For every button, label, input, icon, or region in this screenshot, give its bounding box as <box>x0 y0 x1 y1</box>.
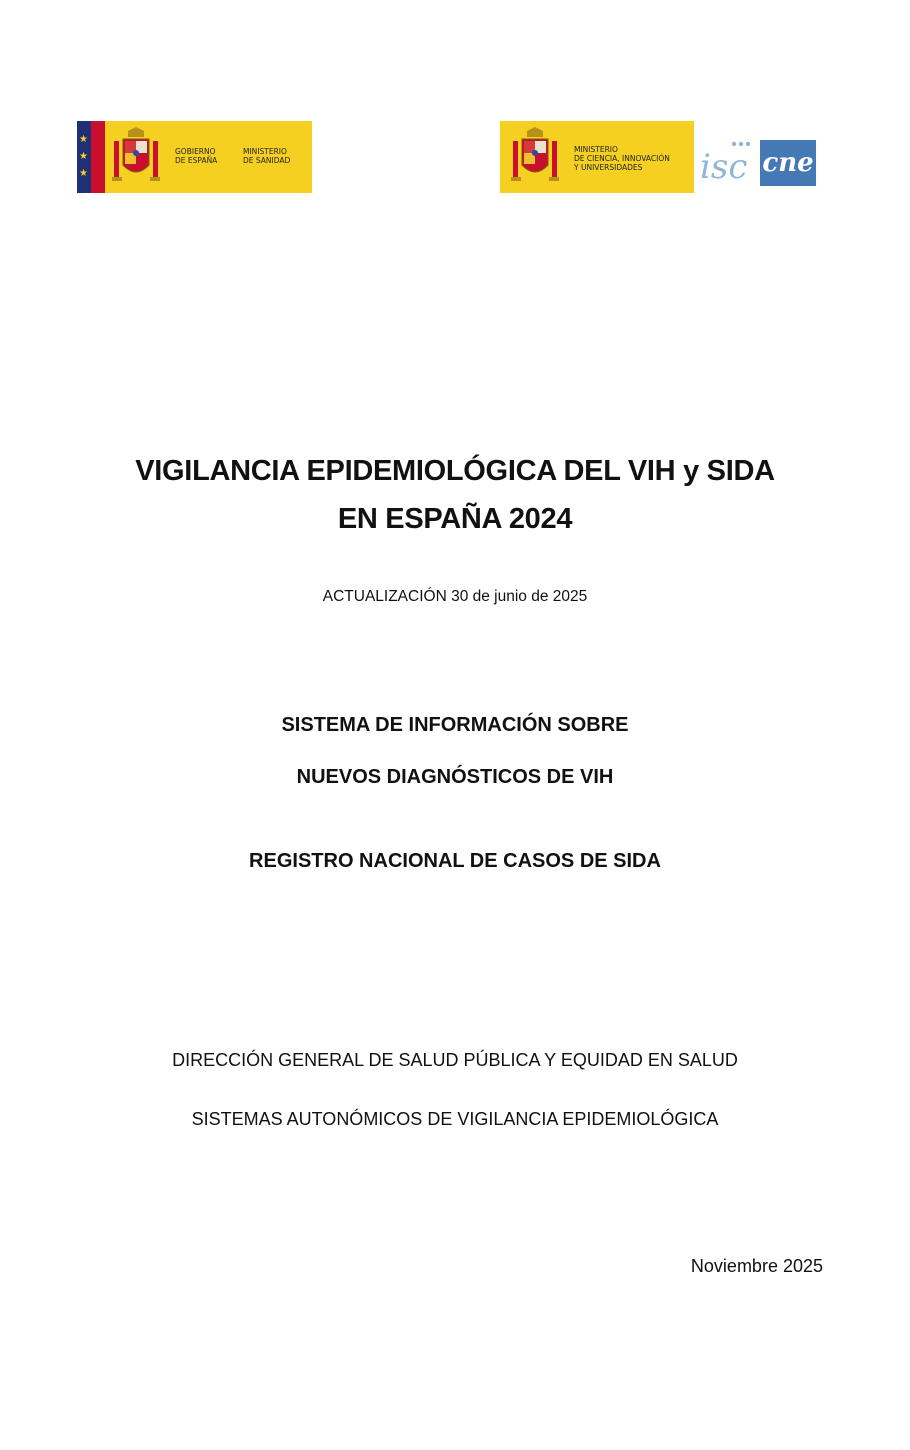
gobierno-ministerio-sanidad-logo <box>77 121 312 193</box>
ministerio-sanidad-text: MINISTERIO DE SANIDAD <box>243 147 291 165</box>
registry-heading: REGISTRO NACIONAL DE CASOS DE SIDA <box>249 850 661 872</box>
organization-line2: SISTEMAS AUTONÓMICOS DE VIGILANCIA EPIDEMIOLÓGICA <box>191 1109 719 1129</box>
ministerio-ciencia-logo <box>500 121 694 193</box>
publication-date: Noviembre 2025 <box>690 1256 823 1276</box>
system-heading-line1: SISTEMA DE INFORMACIÓN SOBRE <box>281 714 629 736</box>
star-icon: ★ <box>79 168 88 179</box>
update-date: ACTUALIZACIÓN 30 de junio de 2025 <box>322 588 588 605</box>
ministerio-ciencia-text: MINISTERIO DE CIENCIA, INNOVACIÓN Y UNIVERSIDADES <box>574 145 670 172</box>
document-title-line2: EN ESPAÑA 2024 <box>337 503 573 535</box>
star-icon: ★ <box>79 151 88 162</box>
organization-line1: DIRECCIÓN GENERAL DE SALUD PÚBLICA Y EQUIDAD EN SALUD <box>172 1050 738 1070</box>
isc-logo-text: isc <box>700 147 748 186</box>
coat-of-arms-icon <box>111 127 161 187</box>
system-heading-line2: NUEVOS DIAGNÓSTICOS DE VIH <box>296 766 614 788</box>
gobierno-text: GOBIERNO DE ESPAÑA <box>175 147 218 165</box>
eu-flag-strip <box>77 121 105 193</box>
cne-logo: cne <box>760 140 816 186</box>
document-title-line1: VIGILANCIA EPIDEMIOLÓGICA DEL VIH y SIDA <box>135 455 775 487</box>
isc-logo <box>698 138 756 186</box>
star-icon: ★ <box>79 134 88 145</box>
coat-of-arms-icon <box>510 127 560 187</box>
